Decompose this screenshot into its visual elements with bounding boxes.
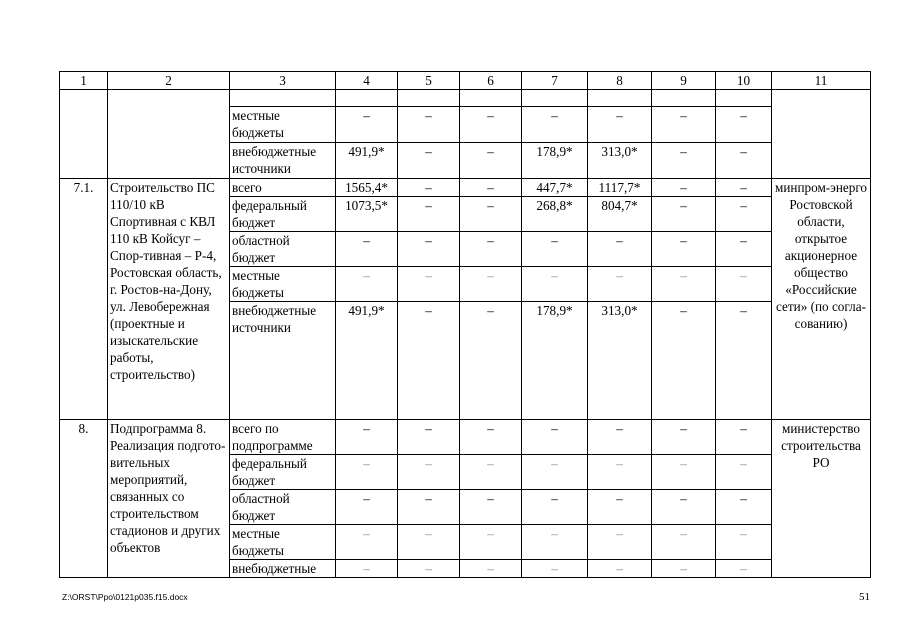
value-cell: – [588, 525, 652, 560]
value-cell: – [460, 420, 522, 455]
value-cell: – [716, 420, 772, 455]
header-cell: 10 [716, 72, 772, 90]
header-row [60, 72, 871, 90]
value-cell: – [716, 455, 772, 490]
value-cell: 1073,5* [336, 197, 398, 232]
value-cell: – [652, 490, 716, 525]
source-label: внебюджетные источники [230, 302, 336, 420]
value-cell: – [398, 420, 460, 455]
value-cell: 447,7* [522, 179, 588, 197]
value-cell: – [522, 107, 588, 143]
header-cell: 3 [230, 72, 336, 90]
value-cell: – [588, 560, 652, 578]
value-cell: – [336, 560, 398, 578]
value-cell: – [652, 455, 716, 490]
value-cell: – [588, 455, 652, 490]
value-cell: – [460, 525, 522, 560]
value-cell: – [398, 267, 460, 302]
table-row [60, 179, 871, 197]
source-label: всего [230, 179, 336, 197]
header-cell: 2 [108, 72, 230, 90]
value-cell: 268,8* [522, 197, 588, 232]
value-cell: 1565,4* [336, 179, 398, 197]
value-cell: – [460, 107, 522, 143]
value-cell: – [652, 302, 716, 420]
value-cell: – [460, 143, 522, 179]
value-cell: – [716, 302, 772, 420]
value-cell: – [398, 455, 460, 490]
value-cell: – [398, 560, 460, 578]
responsible-organization: министерство строительства РО [772, 420, 871, 578]
value-cell: – [716, 560, 772, 578]
value-cell: – [588, 267, 652, 302]
value-cell: – [460, 302, 522, 420]
header-cell: 11 [772, 72, 871, 90]
value-cell: – [652, 197, 716, 232]
value-cell: 491,9* [336, 143, 398, 179]
value-cell: – [652, 107, 716, 143]
value-cell: – [716, 179, 772, 197]
value-cell: 313,0* [588, 302, 652, 420]
value-cell: – [716, 197, 772, 232]
value-cell: 1117,7* [588, 179, 652, 197]
continuation-spacer-row [60, 90, 871, 107]
cont-org-cell [772, 90, 871, 179]
value-cell: – [588, 490, 652, 525]
value-cell: – [398, 107, 460, 143]
source-label: местные бюджеты [230, 107, 336, 143]
source-label: внебюджетные источники [230, 143, 336, 179]
item-number: 8. [60, 420, 108, 578]
item-description: Подпрограмма 8. Реализация подгото-вительных мероприятий, связанных со строительством стадионов и других объектов [108, 420, 230, 578]
value-cell: – [460, 490, 522, 525]
value-cell: – [398, 197, 460, 232]
value-cell: – [398, 525, 460, 560]
value-cell: – [522, 560, 588, 578]
source-label: местные бюджеты [230, 267, 336, 302]
cont-num-cell [60, 90, 108, 179]
source-label: федеральный бюджет [230, 455, 336, 490]
value-cell: – [336, 232, 398, 267]
value-cell: – [716, 525, 772, 560]
value-cell: – [716, 490, 772, 525]
value-cell: – [522, 455, 588, 490]
header-cell: 5 [398, 72, 460, 90]
source-label: федеральный бюджет [230, 197, 336, 232]
value-cell: – [336, 525, 398, 560]
header-cell: 6 [460, 72, 522, 90]
value-cell: 178,9* [522, 143, 588, 179]
header-cell: 9 [652, 72, 716, 90]
value-cell: – [398, 232, 460, 267]
responsible-organization: минпром-энерго Ростовской области, открытое акционерное общество «Российские сети» (по согла-сованию) [772, 179, 871, 420]
value-cell: – [460, 455, 522, 490]
value-cell: – [522, 420, 588, 455]
value-cell: – [588, 420, 652, 455]
value-cell: – [398, 490, 460, 525]
value-cell: 491,9* [336, 302, 398, 420]
value-cell: – [652, 143, 716, 179]
value-cell: – [716, 267, 772, 302]
value-cell: – [716, 232, 772, 267]
program-table [59, 71, 871, 578]
header-cell: 4 [336, 72, 398, 90]
value-cell: 313,0* [588, 143, 652, 179]
value-cell: – [588, 232, 652, 267]
value-cell: – [652, 525, 716, 560]
value-cell: – [336, 455, 398, 490]
value-cell: – [398, 143, 460, 179]
footer-file-path: Z:\ORST\Ppo\0121p035.f15.docx [62, 592, 188, 602]
value-cell: – [398, 302, 460, 420]
value-cell: – [398, 179, 460, 197]
value-cell: – [460, 232, 522, 267]
value-cell: – [652, 420, 716, 455]
value-cell: – [336, 490, 398, 525]
source-label: местные бюджеты [230, 525, 336, 560]
value-cell: – [652, 560, 716, 578]
header-cell: 1 [60, 72, 108, 90]
table-row [60, 420, 871, 455]
source-label: всего по подпрограмме [230, 420, 336, 455]
source-label: областной бюджет [230, 490, 336, 525]
value-cell: – [522, 490, 588, 525]
value-cell: – [652, 232, 716, 267]
value-cell: – [588, 107, 652, 143]
source-label: внебюджетные [230, 560, 336, 578]
item-number: 7.1. [60, 179, 108, 420]
header-cell: 7 [522, 72, 588, 90]
value-cell: – [522, 232, 588, 267]
value-cell: – [336, 107, 398, 143]
value-cell: – [460, 197, 522, 232]
value-cell: – [652, 267, 716, 302]
value-cell: – [336, 420, 398, 455]
value-cell: – [522, 267, 588, 302]
value-cell: – [522, 525, 588, 560]
value-cell: – [460, 560, 522, 578]
value-cell: – [460, 267, 522, 302]
header-cell: 8 [588, 72, 652, 90]
value-cell: 804,7* [588, 197, 652, 232]
value-cell: – [716, 143, 772, 179]
value-cell: – [336, 267, 398, 302]
value-cell: – [716, 107, 772, 143]
value-cell: 178,9* [522, 302, 588, 420]
value-cell: – [460, 179, 522, 197]
item-description: Строительство ПС 110/10 кВ Спортивная с КВЛ 110 кВ Койсуг – Спор-тивная – Р-4, Ростовская область, г. Ростов-на-Дону, ул. Левобережная (проектные и изыскательские работы, строительство) [108, 179, 230, 420]
page-number: 51 [859, 591, 870, 603]
cont-desc-cell [108, 90, 230, 179]
value-cell: – [652, 179, 716, 197]
source-label: областной бюджет [230, 232, 336, 267]
